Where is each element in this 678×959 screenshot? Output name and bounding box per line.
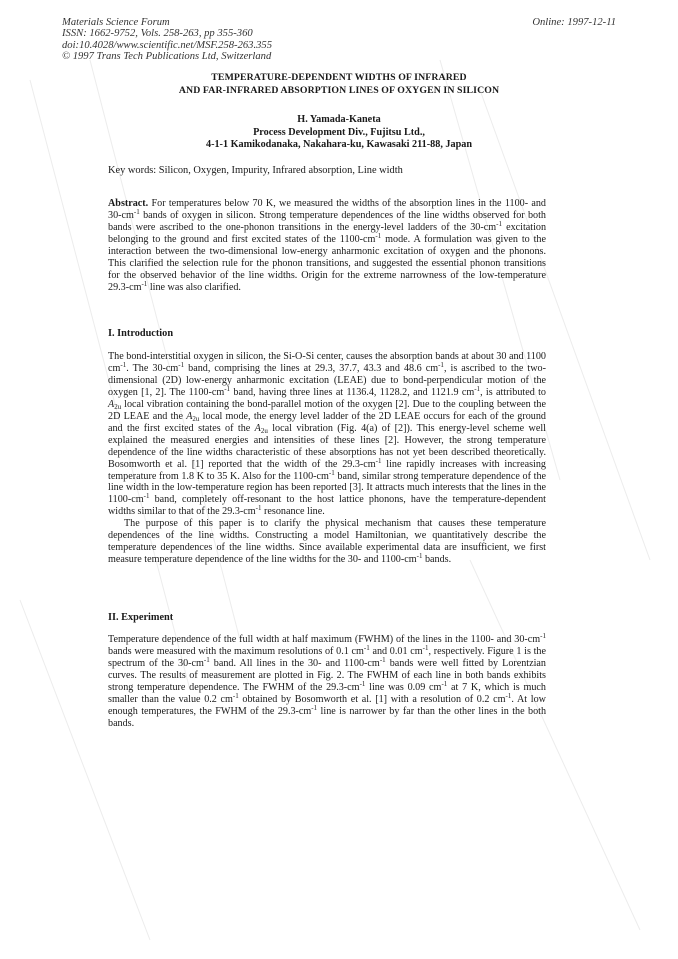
superscript: -1 bbox=[141, 279, 148, 288]
superscript: -1 bbox=[496, 219, 502, 228]
doi: doi:10.4028/www.scientific.net/MSF.258-263.355 bbox=[62, 39, 272, 51]
keywords: Key words: Silicon, Oxygen, Impurity, Infrared absorption, Line width bbox=[108, 165, 403, 176]
copyright: © 1997 Trans Tech Publications Ltd, Switzerland bbox=[62, 50, 272, 62]
author-name: H. Yamada-Kaneta bbox=[297, 114, 381, 125]
abstract-text: line was also clarified. bbox=[147, 281, 241, 293]
paper-title bbox=[60, 72, 618, 97]
online-date: Online: 1997-12-11 bbox=[532, 17, 616, 28]
abstract-text: mode. A formulation was given to the interaction between the two-dimensional low-energy anharmonic excitation of oxygen and the phonons. This clarified the selection rule for the phonon transitions, and suggested the essential phonon transitions for the observed behavior of the line widths. Origin for the extreme narrowness of the low-temperature 29.3-cm bbox=[108, 233, 546, 293]
abstract bbox=[108, 198, 546, 294]
journal-header bbox=[62, 17, 272, 62]
abstract-text: For temperatures below 70 K, we measured the widths of the absorption lines in the 1100- and 30-cm bbox=[108, 198, 546, 221]
abstract-text: excitation belonging to the ground and first excited states of the 1100-cm bbox=[108, 221, 547, 245]
address: 4-1-1 Kamikodanaka, Nakahara-ku, Kawasaki 211-88, Japan bbox=[205, 139, 473, 151]
paragraph: Temperature dependence of the full width at half maximum (FWHM) of the lines in the 1100- and $30-cm^{-1}$ bands were measured with the maximum resolutions of 0.1 $cm^{-1}$ and 0.01 $cm^{-1}$, respectively. Figure 1 is the spectrum of the $30-cm^{-1}$ band. All lines in the 30- and $1100-cm^{-1}$ bands were well fitted by Lorentzian curves. The results of measurement are plotted in Fig. 2. The FWHM of each line in both bands exhibits strong temperature dependence. The FWHM of the $29.3-cm^{-1}$ line was 0.09 $cm^{-1}$ at 7 K, which is much smaller than the value 0.2 $cm^{-1}$ obtained by Bosomworth et al. [1] with a resolution of 0.2 $cm^{-1}$. At low enough temperatures, the FWHM of the $29.3-cm^{-1}$ line is narrower by far than the other lines in the both bands. bbox=[108, 632, 547, 729]
issn: ISSN: 1662-9752, Vols. 258-263, pp 355-360 bbox=[62, 28, 253, 40]
affiliation: Process Development Div., Fujitsu Ltd., bbox=[253, 126, 425, 138]
title-line-1: TEMPERATURE-DEPENDENT WIDTHS OF INFRARED bbox=[211, 72, 467, 83]
introduction-body bbox=[108, 351, 546, 566]
section-heading-introduction: I. Introduction bbox=[108, 328, 174, 339]
journal-name: Materials Science Forum bbox=[62, 17, 170, 28]
paragraph: The bond-interstitial oxygen in silicon, the Si-O-Si center, causes the absorption bands at about 30 and 1100 $cm^{-1}$. The $30-cm^{-1}$ band, comprising the lines at 29.3, 37.7, 43.3 and 48.6 $cm^{-1}$, is ascribed to the two-dimensional (2D) low-energy anharmonic excitation (LEAE) due to bond-perpendicular motion of the oxygen [1, 2]. The $1100-cm^{-1}$ band, having three lines at 1136.4, 1128.2, and 1121.9 $cm^{-1}$, is attributed to $A_{2u}$ local vibration containing the bond-parallel motion of the oxygen [2]. Due to the coupling between the 2D LEAE and the $A_{2u}$ local mode, the energy level ladder of the 2D LEAE occurs for each of the ground and the first excited states of the $A_{2u}$ local vibration (Fig. 4(a) of [2]). This energy-level scheme well explained the measured energies and intensities of these lines [2]. However, the strong temperature dependence of the line widths characteristic of these absorptions has not yet been described theoretically. Bosomworth et al. [1] reported that the width of the $29.3-cm^{-1}$ line rapidly increases with increasing temperature from 1.8 K to 35 K. Also for the $1100-cm^{-1}$ band, similar strong temperature dependence of the line width in the low-temperature region has been reported [3]. It attracts much interests that the lines in the $1100-cm^{-1}$ band, completely off-resonant to the host lattice phonons, have the temperature-dependent widths similar to that of the $29.3-cm^{-1}$ resonance line. bbox=[108, 351, 546, 518]
paragraph: The purpose of this paper is to clarify the physical mechanism that causes these temperature dependences of the line widths. Constructing a model Hamiltonian, we quantitatively describe the temperature dependences of the line widths. Since available experimental data are insufficient, we first measure temperature dependence of the line widths for the 30- and $1100-cm^{-1}$ bands. bbox=[108, 518, 546, 566]
abstract-label: Abstract. bbox=[108, 198, 149, 209]
superscript: -1 bbox=[133, 207, 140, 216]
title-line-2: AND FAR-INFRARED ABSORPTION LINES OF OXYGEN IN SILICON bbox=[178, 84, 500, 96]
abstract-text: bands of oxygen in silicon. Strong temperature dependences of the line widths observed for both bands were ascribed to the one-phonon transitions in the energy-level ladders of the 30-cm bbox=[108, 209, 546, 233]
superscript: -1 bbox=[375, 231, 382, 240]
experiment-body bbox=[108, 634, 546, 730]
author-block bbox=[60, 114, 618, 152]
section-heading-experiment: II. Experiment bbox=[108, 612, 174, 623]
